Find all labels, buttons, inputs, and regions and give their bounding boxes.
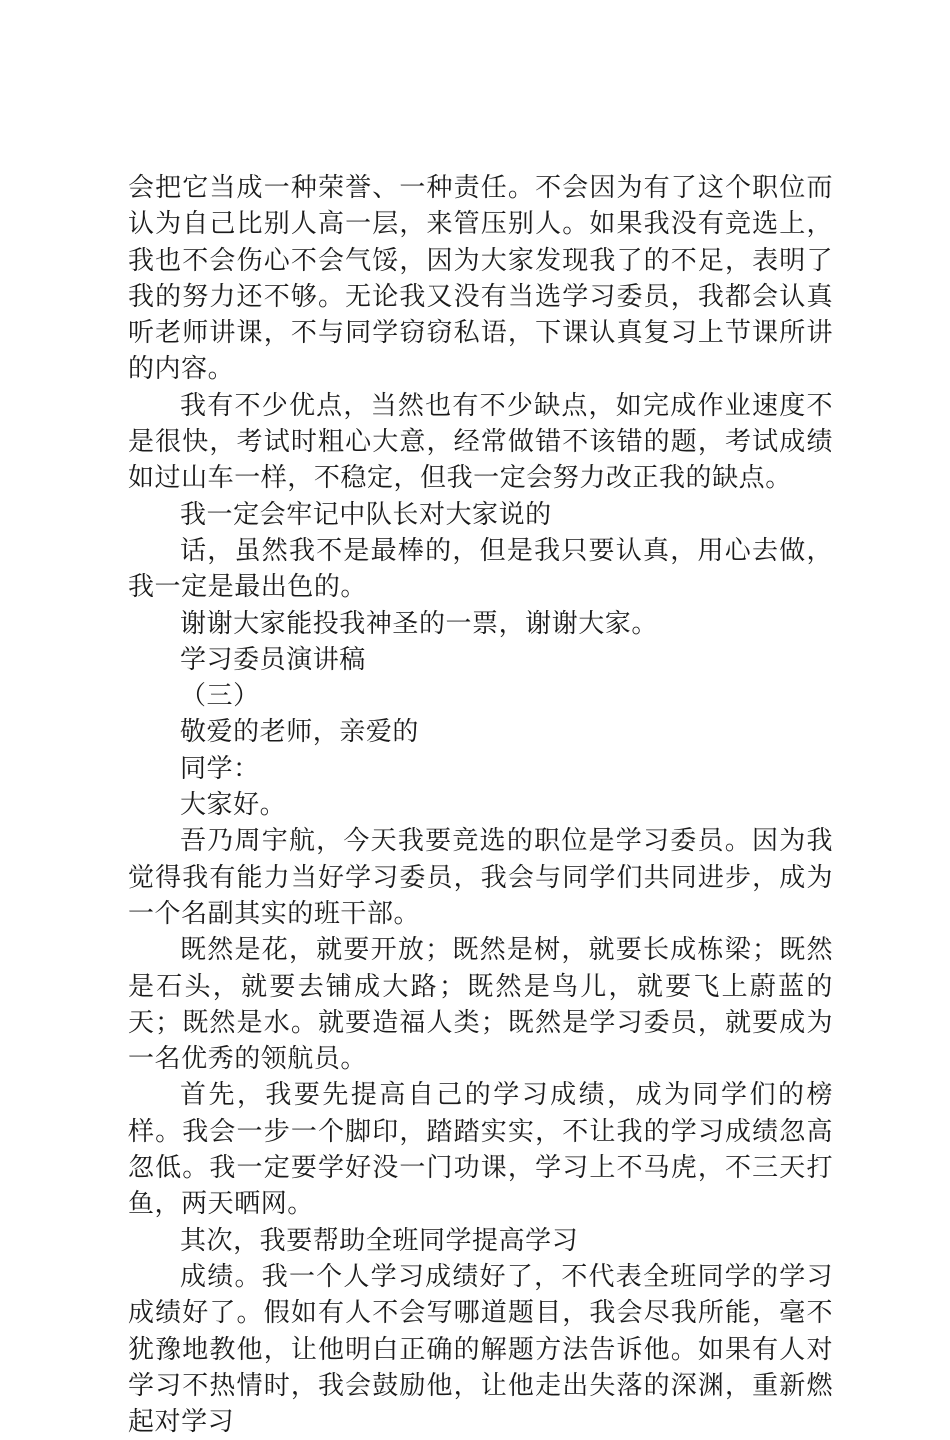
paragraph-1: 会把它当成一种荣誉、一种责任。不会因为有了这个职位而认为自己比别人高一层，来管压别人。如果我没有竞选上，我也不会伤心不会气馁，因为大家发现我了的不足，表明了我的努力还不够。无论我又没有当选学习委员，我都会认真听老师讲课，不与同学窃窃私语，下课认真复习上节课所讲的内容。 bbox=[128, 173, 833, 385]
paragraph-10: 成绩。我一个人学习成绩好了，不代表全班同学的学习成绩好了。假如有人不会写哪道题目，我会尽我所能，毫不犹豫地教他，让他明白正确的解题方法告诉他。如果有人对学习不热情时，我会鼓励他，让他走出失落的深渊，重新燃起对学习 bbox=[128, 1261, 833, 1438]
document-body bbox=[128, 170, 833, 1440]
section-number: （三） bbox=[180, 681, 260, 712]
paragraph-4: 话，虽然我不是最棒的，但是我只要认真，用心去做，我一定是最出色的。 bbox=[128, 535, 833, 603]
paragraph-7: 既然是花，就要开放；既然是树，就要长成栋梁；既然是石头，就要去铺成大路；既然是鸟儿，就要飞上蔚蓝的天；既然是水。就要造福人类；既然是学习委员，就要成为一名优秀的领航员。 bbox=[128, 935, 833, 1075]
greeting: 大家好。 bbox=[180, 790, 287, 821]
paragraph-3: 我一定会牢记中队长对大家说的 bbox=[180, 499, 552, 530]
paragraph-6: 吾乃周宇航，今天我要竞选的职位是学习委员。因为我觉得我有能力当好学习委员，我会与同学们共同进步，成为一个名副其实的班干部。 bbox=[128, 826, 833, 929]
salutation-1: 敬爱的老师，亲爱的 bbox=[180, 717, 419, 748]
paragraph-5: 谢谢大家能投我神圣的一票，谢谢大家。 bbox=[180, 608, 658, 639]
section-title: 学习委员演讲稿 bbox=[180, 644, 366, 675]
salutation-2: 同学： bbox=[180, 753, 260, 784]
paragraph-8: 首先，我要先提高自己的学习成绩，成为同学们的榜样。我会一步一个脚印，踏踏实实，不让我的学习成绩忽高忽低。我一定要学好没一门功课，学习上不马虎，不三天打鱼，两天晒网。 bbox=[128, 1080, 833, 1220]
paragraph-2: 我有不少优点，当然也有不少缺点，如完成作业速度不是很快，考试时粗心大意，经常做错不该错的题，考试成绩如过山车一样，不稳定，但我一定会努力改正我的缺点。 bbox=[128, 390, 833, 494]
paragraph-9: 其次，我要帮助全班同学提高学习 bbox=[180, 1225, 579, 1256]
